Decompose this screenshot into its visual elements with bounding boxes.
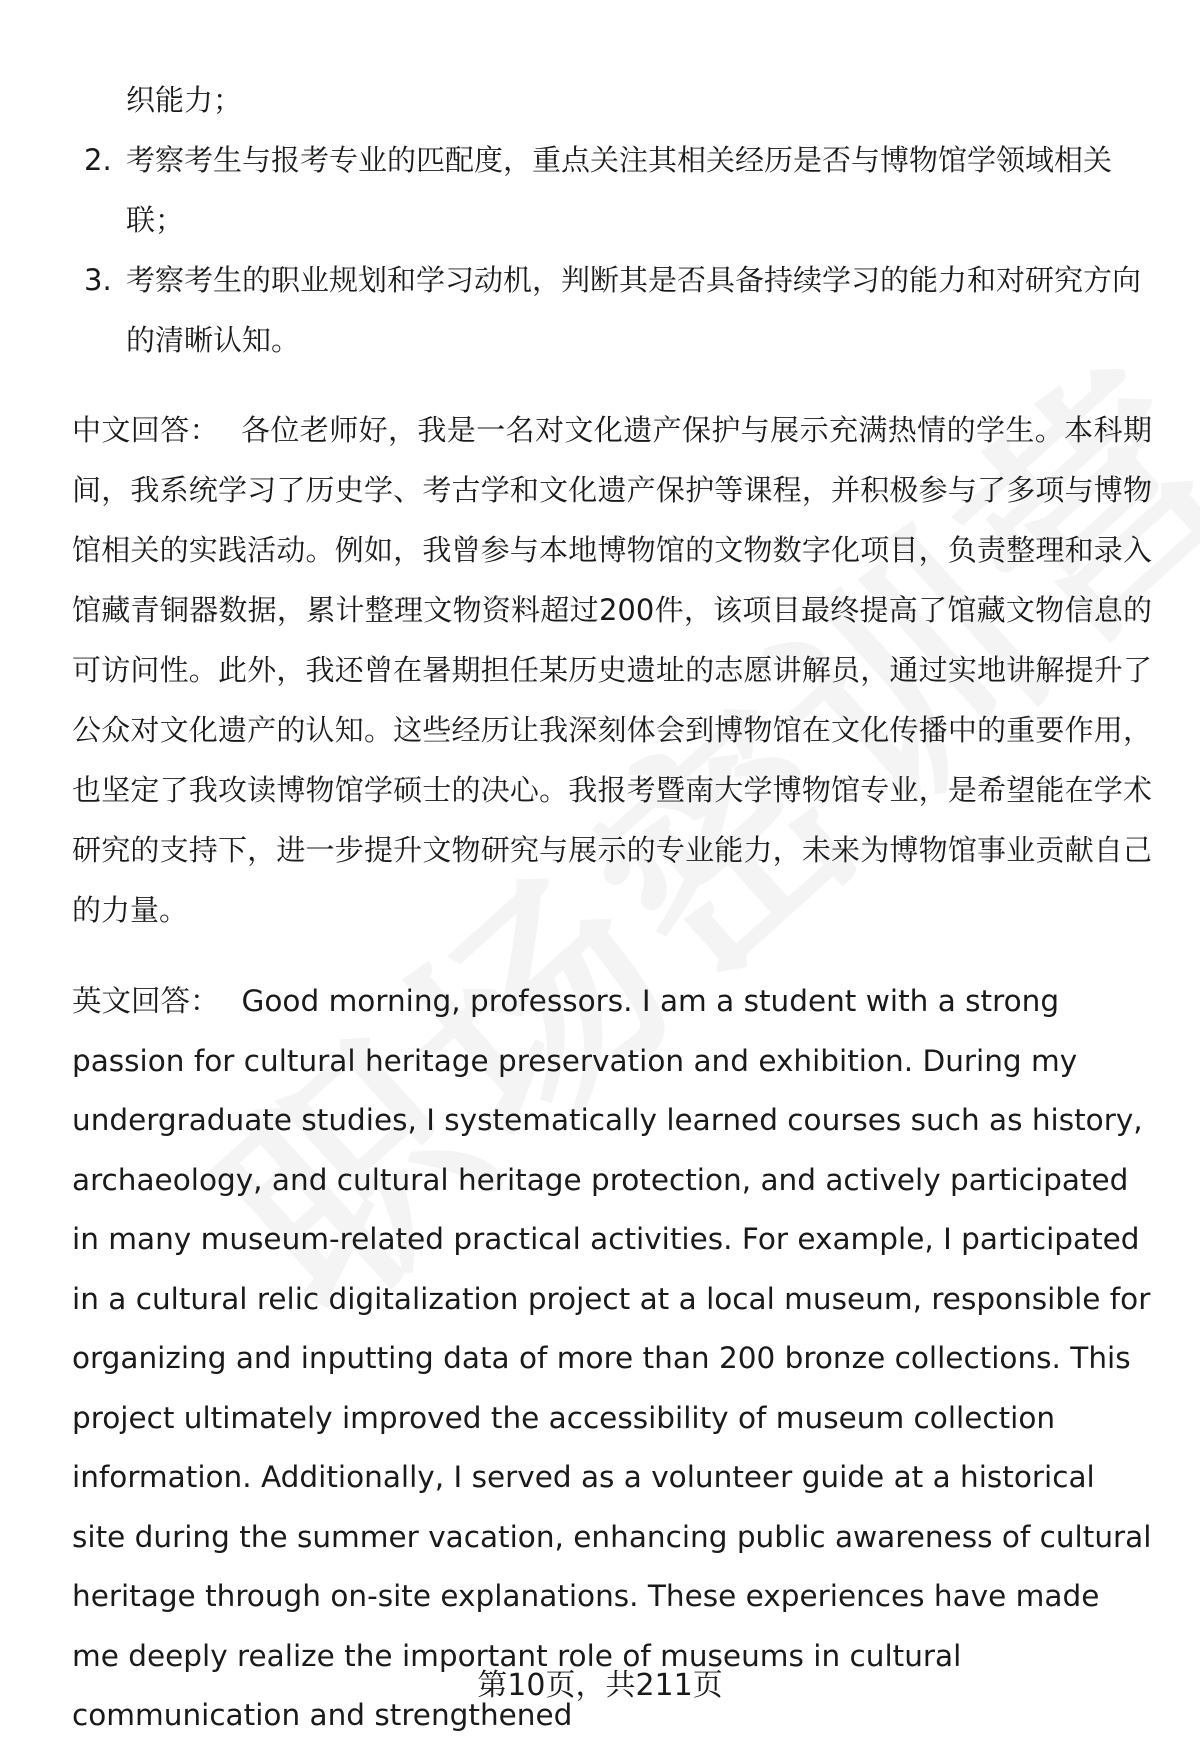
list-item-text: 考察考生的职业规划和学习动机，判断其是否具备持续学习的能力和对研究方向的清晰认知。 (126, 263, 1142, 357)
english-answer-paragraph (72, 972, 1152, 1746)
list-item-continuation: 织能力； (126, 83, 243, 117)
chinese-answer-text: 各位老师好，我是一名对文化遗产保护与展示充满热情的学生。本科期间，我系统学习了历史学、考古学和文化遗产保护等课程，并积极参与了多项与博物馆相关的实践活动。例如，我曾参与本地博物馆的文物数字化项目，负责整理和录入馆藏青铜器数据，累计整理文物资料超过200件，该项目最终提高了馆藏文物信息的可访问性。此外，我还曾在暑期担任某历史遗址的志愿讲解员，通过实地讲解提升了公众对文化遗产的认知。这些经历让我深刻体会到博物馆在文化传播中的重要作用，也坚定了我攻读博物馆学硕士的决心。我报考暨南大学博物馆专业，是希望能在学术研究的支持下，进一步提升文物研究与展示的专业能力，未来为博物馆事业贡献自己的力量。 (72, 413, 1152, 927)
list-item-text: 考察考生与报考专业的匹配度，重点关注其相关经历是否与博物馆学领域相关联； (126, 143, 1113, 237)
list-item (72, 130, 1152, 250)
list-item-number: 3. (84, 263, 112, 297)
chinese-answer-label: 中文回答： (72, 413, 219, 447)
list-item-number: 2. (84, 143, 112, 177)
numbered-list (72, 70, 1152, 370)
english-answer-text: Good morning, professors. I am a student with a strong passion for cultural heritage preservation and exhibition. During my undergraduate studies, I systematically learned courses such as history, archaeology, and cultural heritage protection, and actively participated in many museum-related practical activities. For example, I participated in a cultural relic digitalization project at a local museum, responsible for organizing and inputting data of more than 200 bronze collections. This project ultimately improved the accessibility of museum collection information. Additionally, I served as a volunteer guide at a historical site during the summer vacation, enhancing public awareness of cultural heritage through on-site explanations. These experiences have made me deeply realize the important role of museums in cultural communication and strengthened (72, 984, 1152, 1732)
page-content (72, 70, 1152, 1746)
english-answer-label: 英文回答： (72, 984, 220, 1018)
chinese-answer-paragraph (72, 400, 1152, 940)
list-item (72, 250, 1152, 370)
page-footer: 第10页，共211页 (477, 1668, 723, 1703)
